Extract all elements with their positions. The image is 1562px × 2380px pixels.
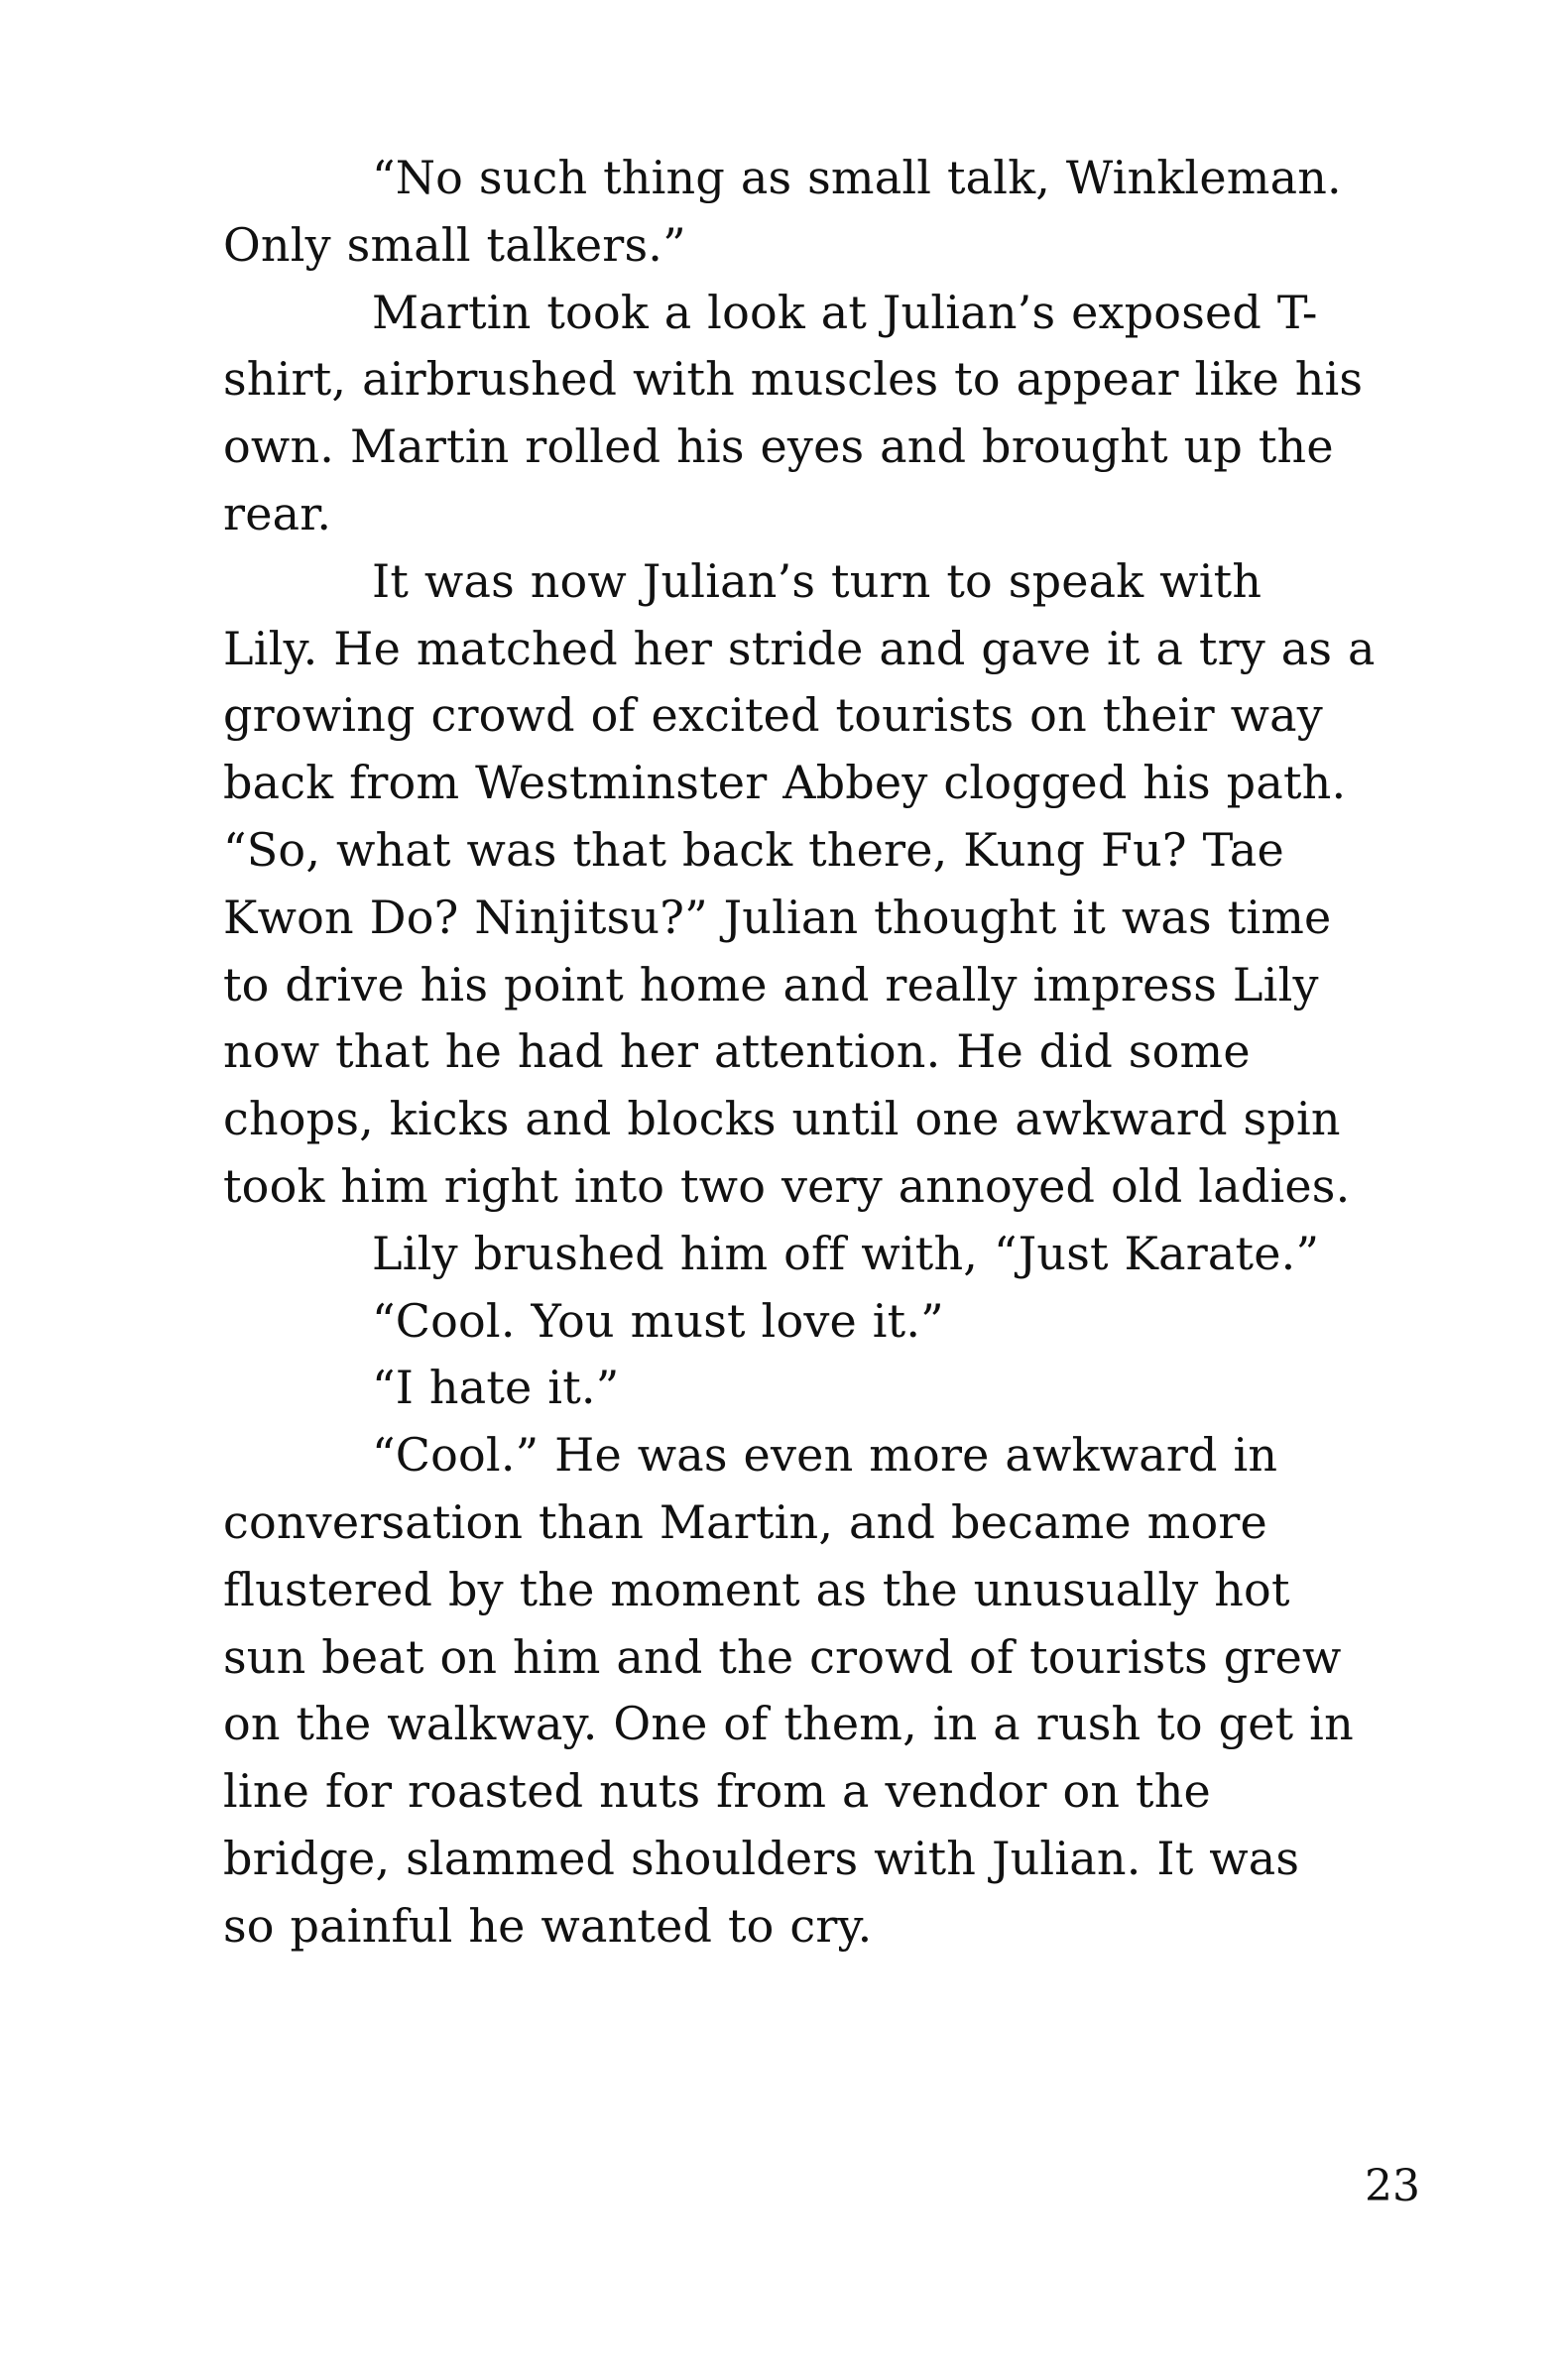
page-number: 23 [1365,2161,1420,2211]
text-line: growing crowd of excited tourists on their way [223,688,1323,743]
text-line: Kwon Do? Ninjitsu?” Julian thought it was time [223,890,1332,944]
text-line: now that he had her attention. He did some [223,1024,1251,1079]
text-line: Lily. He matched her stride and gave it a try as a [223,621,1376,675]
text-line: back from Westminster Abbey clogged his path. [223,756,1347,810]
text-line: chops, kicks and blocks until one awkward spin [223,1092,1341,1146]
text-line: flustered by the moment as the unusually hot [223,1562,1290,1616]
text-line: shirt, airbrushed with muscles to appear like his [223,352,1364,407]
text-line: Martin took a look at Julian’s exposed T- [372,285,1318,339]
text-line: “So, what was that back there, Kung Fu? Tae [223,822,1284,877]
text-line: on the walkway. One of them, in a rush to get in [223,1697,1354,1751]
text-line: rear. [223,486,332,540]
text-line: Lily brushed him off with, “Just Karate.” [372,1226,1320,1280]
text-line: “Cool. You must love it.” [372,1293,944,1348]
text-line: “Cool.” He was even more awkward in [372,1428,1278,1483]
text-line: sun beat on him and the crowd of tourists grew [223,1629,1342,1684]
text-line: to drive his point home and really impress Lily [223,957,1319,1012]
text-line: “No such thing as small talk, Winkleman. [372,151,1342,204]
text-line: It was now Julian’s turn to speak with [372,553,1262,608]
text-line: “I hate it.” [372,1361,620,1415]
text-line: took him right into two very annoyed old ladies. [223,1158,1351,1213]
text-line: conversation than Martin, and became more [223,1494,1267,1549]
text-line: own. Martin rolled his eyes and brought up the [223,419,1334,474]
text-line: line for roasted nuts from a vendor on the [223,1764,1211,1819]
body-text [223,145,1443,1961]
text-line: bridge, slammed shoulders with Julian. It was [223,1831,1300,1885]
text-line: Only small talkers.” [223,217,686,272]
text-line: so painful he wanted to cry. [223,1898,873,1953]
